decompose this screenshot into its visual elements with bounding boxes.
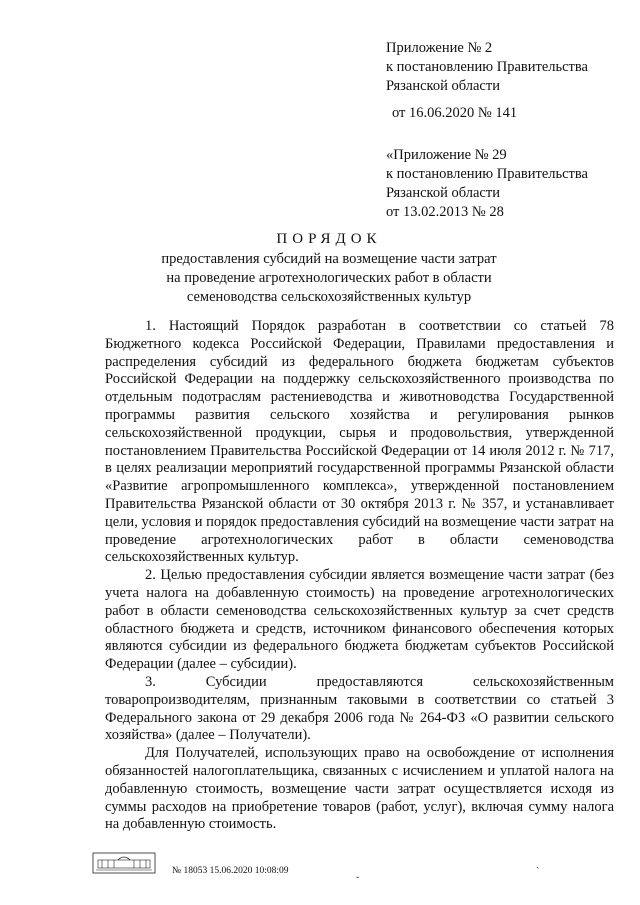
paragraph-4: Для Получателей, использующих право на освобождение от исполнения обязанностей налогоплательщика, связанных с исчислением и уплатой налога на добавленную стоимость, возмещение части затрат осуществляется исходя из суммы расходов на приобретение товаров (работ, услуг), включая сумму налога на добавленную стоимость. [105, 745, 614, 833]
appendix-29-number: «Приложение № 29 [386, 147, 507, 163]
paragraph-3: 3. Субсидии предоставляются сельскохозяйственным товаропроизводителям, признанным таковыми в соответствии со статьей 3 Федерального закона от 29 декабря 2006 года № 264-ФЗ «О развитии сельского хозяйства» (далее – Получатели). [105, 673, 614, 744]
appendix-29-header [386, 146, 588, 222]
appendix-2-region: Рязанской области [386, 78, 500, 94]
subtitle-line-1: предоставления субсидий на возмещение части затрат [161, 251, 497, 267]
paragraph-1: 1. Настоящий Порядок разработан в соответствии со статьей 78 Бюджетного кодекса Российской Федерации, Правилами предоставления и распределения субсидий из федерального бюджета бюджетам субъектов Российской Федерации на поддержку сельскохозяйственного производства по отдельным подотраслям растениеводства и животноводства Государственной программы развития сельского хозяйства и регулирования рынков сельскохозяйственной продукции, сырья и продовольствия, утвержденной постановлением Правительства Российской Федерации от 14 июля 2012 г. № 717, в целях реализации мероприятий государственной программы Рязанской области «Развитие агропромышленного комплекса», утвержденной постановлением Правительства Рязанской области от 30 октября 2013 г. № 357, и устанавливает цели, условия и порядок предоставления субсидий на возмещение части затрат на проведение агротехнологических работ в области семеноводства сельскохозяйственных культур. [105, 318, 614, 566]
appendix-2-date: от 16.06.2020 № 141 [392, 105, 518, 121]
appendix-29-reference: к постановлению Правительства [386, 166, 588, 182]
appendix-2-number: Приложение № 2 [386, 40, 493, 56]
document-subtitle [0, 250, 640, 307]
scan-artifact: ˎ [536, 858, 540, 869]
registration-number: № 18053 15.06.2020 10:08:09 [172, 866, 289, 876]
appendix-29-region: Рязанской области [386, 185, 500, 201]
appendix-2-reference: к постановлению Правительства [386, 59, 588, 75]
document-title: ПОРЯДОК [276, 231, 382, 247]
subtitle-line-2: на проведение агротехнологических работ в области [166, 270, 492, 286]
scan-artifact: ˇ [356, 876, 360, 887]
appendix-2-header [386, 39, 588, 123]
paragraph-2: 2. Целью предоставления субсидии является возмещение части затрат (без учета налога на добавленную стоимость) на проведение агротехнологических работ в области семеноводства сельскохозяйственных культур за счет средств областного бюджета и средств, источником финансового обеспечения которых являются субсидии из федерального бюджета бюджетам субъектов Российской Федерации (далее – субсидии). [105, 567, 614, 673]
document-body [105, 318, 614, 834]
appendix-29-date: от 13.02.2013 № 28 [386, 204, 504, 220]
subtitle-line-3: семеноводства сельскохозяйственных культур [186, 289, 472, 305]
government-seal-icon [92, 852, 156, 874]
